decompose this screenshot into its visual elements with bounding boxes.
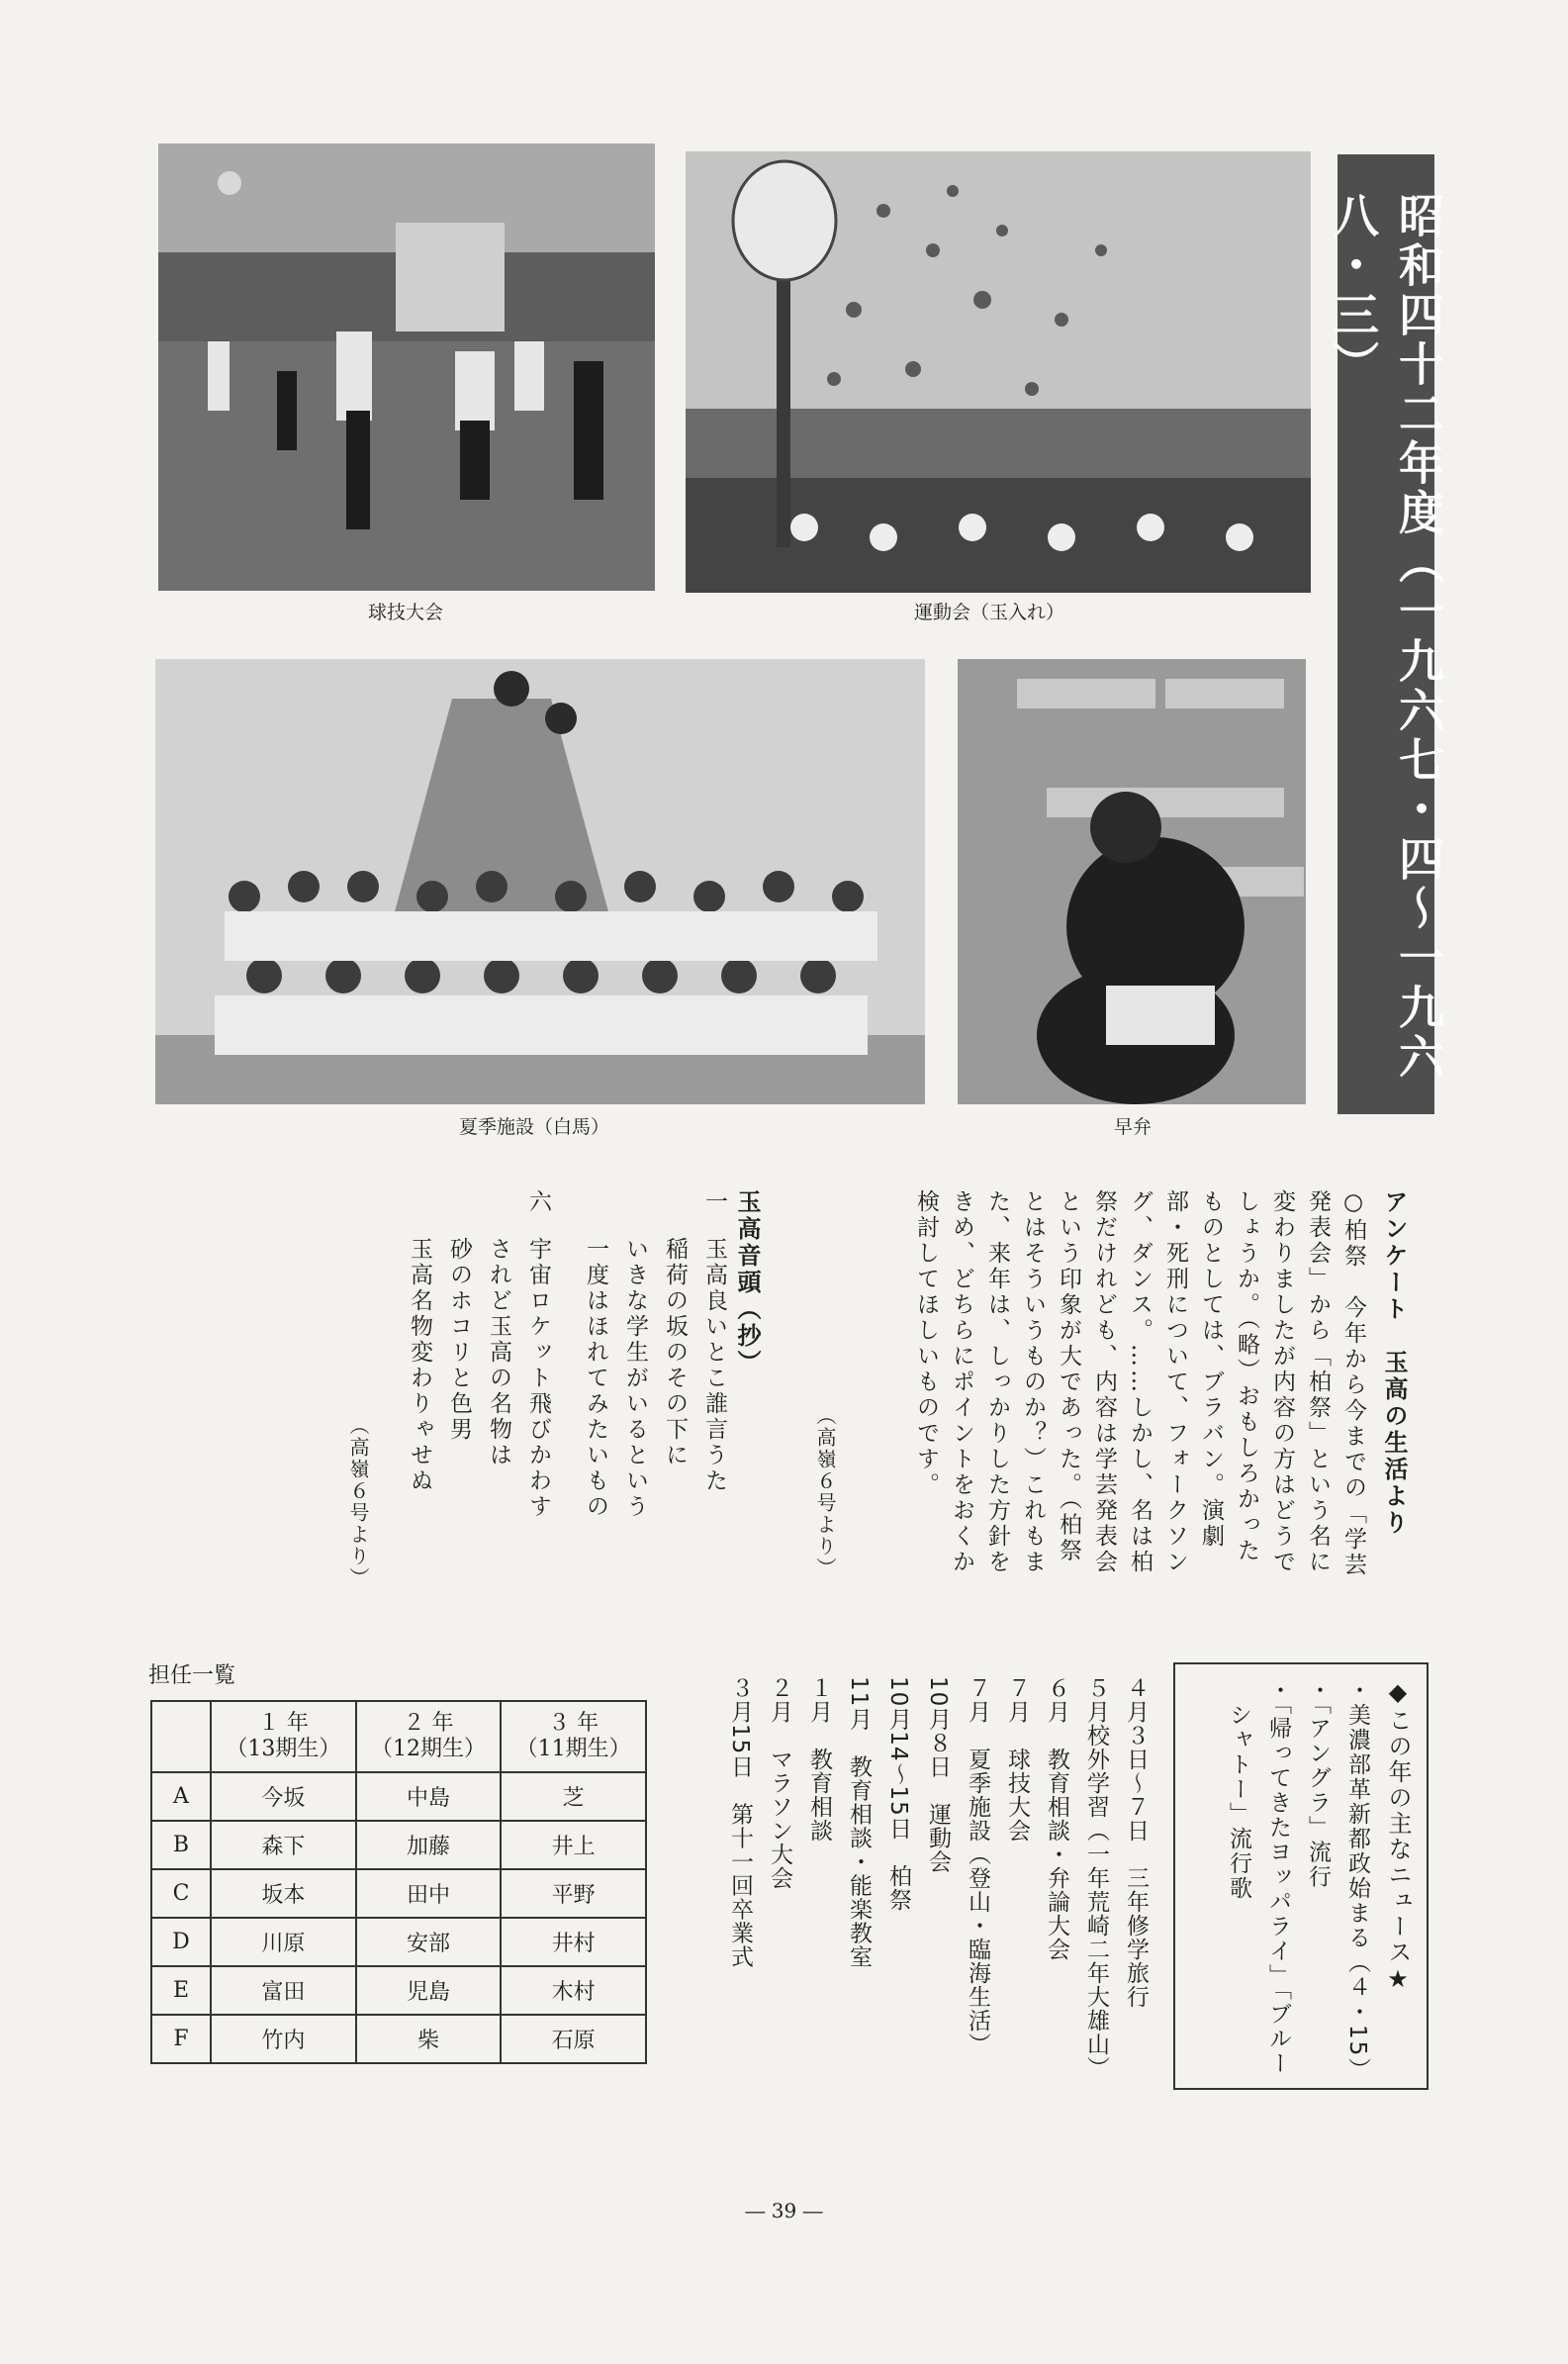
- class-label: B: [151, 1821, 211, 1869]
- photo-ball-game: [158, 143, 655, 591]
- teacher-cell: 平野: [501, 1869, 646, 1918]
- song-verse-number: 一: [701, 1189, 727, 1215]
- teacher-cell: 井上: [501, 1821, 646, 1869]
- event-item: ７月 夏季施設（登山・臨海生活）: [965, 1676, 990, 2056]
- event-item: 11月 教育相談・能楽教室: [846, 1676, 872, 1969]
- table-row: [151, 1869, 646, 1918]
- survey-line: 部・死刑について、フォークソン: [1162, 1189, 1188, 1575]
- survey-heading: アンケート 玉高の生活より: [1380, 1189, 1408, 1537]
- survey-line: 変わりましたが内容の方はどうで: [1269, 1189, 1295, 1575]
- song-line: 玉高名物変わりゃせぬ: [407, 1237, 432, 1494]
- header-year-3: [501, 1701, 646, 1772]
- table-header-row: [151, 1701, 646, 1772]
- event-item: ７月 球技大会: [1004, 1676, 1030, 1843]
- year-banner-title: 昭和四十二年度（一九六七・四～一九六八・三）: [1327, 192, 1445, 1083]
- header-year-2: [356, 1701, 502, 1772]
- teacher-cell: 田中: [356, 1869, 502, 1918]
- teacher-cell: 木村: [501, 1966, 646, 2015]
- news-item: シャトー」流行歌: [1226, 1678, 1251, 1901]
- header-cohort: （13期生）: [226, 1737, 341, 1761]
- event-item: ５月校外学習（一年荒崎二年大雄山）: [1083, 1676, 1109, 2080]
- teacher-cell: 富田: [211, 1966, 356, 2015]
- teacher-cell: 中島: [356, 1772, 502, 1821]
- header-year: ２ 年: [403, 1711, 454, 1736]
- news-item: ・「帰ってきたヨッパライ」「ブルー: [1265, 1678, 1291, 2076]
- song-line: 一度はほれてみたいもの: [583, 1237, 608, 1520]
- header-cohort: （11期生）: [515, 1737, 631, 1761]
- event-item: ３月15日 第十一回卒業式: [727, 1676, 753, 1969]
- header-year: ３ 年: [548, 1711, 600, 1736]
- teacher-cell: 安部: [356, 1918, 502, 1966]
- caption-ball-game: 球技大会: [367, 602, 443, 623]
- survey-line: という印象が大であった。（柏祭: [1056, 1189, 1081, 1564]
- event-item: １月 教育相談: [806, 1676, 832, 1843]
- table-row: [151, 1918, 646, 1966]
- news-box: [1173, 1662, 1429, 2090]
- survey-line: 検討してほしいものです。: [913, 1189, 939, 1498]
- caption-early-lunch: 早弁: [1113, 1116, 1152, 1138]
- news-heading: ◆この年の主なニュース★: [1384, 1678, 1412, 1995]
- page-number: ― 39 ―: [745, 2199, 823, 2222]
- header-year-1: [211, 1701, 356, 1772]
- teacher-cell: 森下: [211, 1821, 356, 1869]
- teacher-cell: 児島: [356, 1966, 502, 2015]
- news-item: ・美濃部革新都政始まる（４・15）: [1344, 1678, 1370, 2083]
- table-row: [151, 2015, 646, 2063]
- survey-line: 発表会」から「柏祭」という名に: [1305, 1189, 1331, 1575]
- teacher-cell: 坂本: [211, 1869, 356, 1918]
- survey-source: （高嶺６号より）: [813, 1405, 837, 1579]
- photo-basket-toss: [686, 151, 1311, 593]
- homeroom-table: [150, 1700, 647, 2064]
- event-item: ２月 マラソン大会: [767, 1676, 792, 1890]
- teacher-cell: 芝: [501, 1772, 646, 1821]
- song-line: 宇宙ロケット飛びかわす: [525, 1237, 551, 1520]
- event-item: ６月 教育相談・弁論大会: [1044, 1676, 1069, 1961]
- class-label: E: [151, 1966, 211, 2015]
- teacher-cell: 加藤: [356, 1821, 502, 1869]
- survey-line: グ、ダンス。……しかし、名は柏: [1127, 1189, 1153, 1575]
- caption-summer-camp: 夏季施設（白馬）: [458, 1116, 609, 1138]
- survey-line: た、来年は、しっかりした方針を: [984, 1189, 1010, 1575]
- song-line: 砂のホコリと色男: [446, 1237, 472, 1443]
- year-banner: [1327, 154, 1445, 1114]
- header-year: １ 年: [257, 1711, 309, 1736]
- song-line: いきな学生がいるという: [622, 1237, 648, 1520]
- class-label: A: [151, 1772, 211, 1821]
- event-item: ４月３日～７日 三年修学旅行: [1123, 1676, 1149, 2009]
- teacher-cell: 竹内: [211, 2015, 356, 2063]
- teacher-cell: 井村: [501, 1918, 646, 1966]
- teacher-cell: 川原: [211, 1918, 356, 1966]
- event-item: 10月８日 運動会: [925, 1676, 951, 1874]
- class-label: D: [151, 1918, 211, 1966]
- news-item: ・「アングラ」流行: [1305, 1678, 1331, 1890]
- survey-line: 祭だけれども、内容は学芸発表会: [1091, 1189, 1117, 1575]
- song-verse-number: 六: [525, 1189, 551, 1215]
- teacher-cell: 今坂: [211, 1772, 356, 1821]
- caption-basket-toss: 運動会（玉入れ）: [913, 602, 1064, 623]
- song-source: （高嶺６号より）: [346, 1415, 370, 1589]
- header-corner: [151, 1701, 211, 1772]
- header-cohort: （12期生）: [370, 1737, 486, 1761]
- survey-line: とはそういうものか？）これもま: [1020, 1189, 1046, 1575]
- table-row: [151, 1821, 646, 1869]
- survey-line: きめ、どちらにポイントをおくか: [949, 1189, 974, 1575]
- song-line: 玉高良いとこ誰言うた: [701, 1237, 727, 1494]
- song-line: されど玉高の名物は: [486, 1237, 511, 1468]
- homeroom-title: 担任一覧: [148, 1663, 236, 1688]
- class-label: F: [151, 2015, 211, 2063]
- song-heading: 玉高音頭（抄）: [733, 1189, 761, 1376]
- class-label: C: [151, 1869, 211, 1918]
- table-row: [151, 1772, 646, 1821]
- song-line: 稲荷の坂のその下に: [662, 1237, 688, 1468]
- survey-line: ものとしては、ブラバン。演劇: [1198, 1189, 1224, 1550]
- table-row: [151, 1966, 646, 2015]
- survey-line: しょうか。（略）おもしろかった: [1234, 1189, 1259, 1564]
- survey-line: ○柏祭 今年から今までの「学芸: [1340, 1189, 1366, 1578]
- teacher-cell: 石原: [501, 2015, 646, 2063]
- event-item: 10月14～15日 柏祭: [885, 1676, 911, 1912]
- photo-early-lunch: [958, 659, 1306, 1104]
- teacher-cell: 柴: [356, 2015, 502, 2063]
- photo-summer-camp: [155, 659, 925, 1104]
